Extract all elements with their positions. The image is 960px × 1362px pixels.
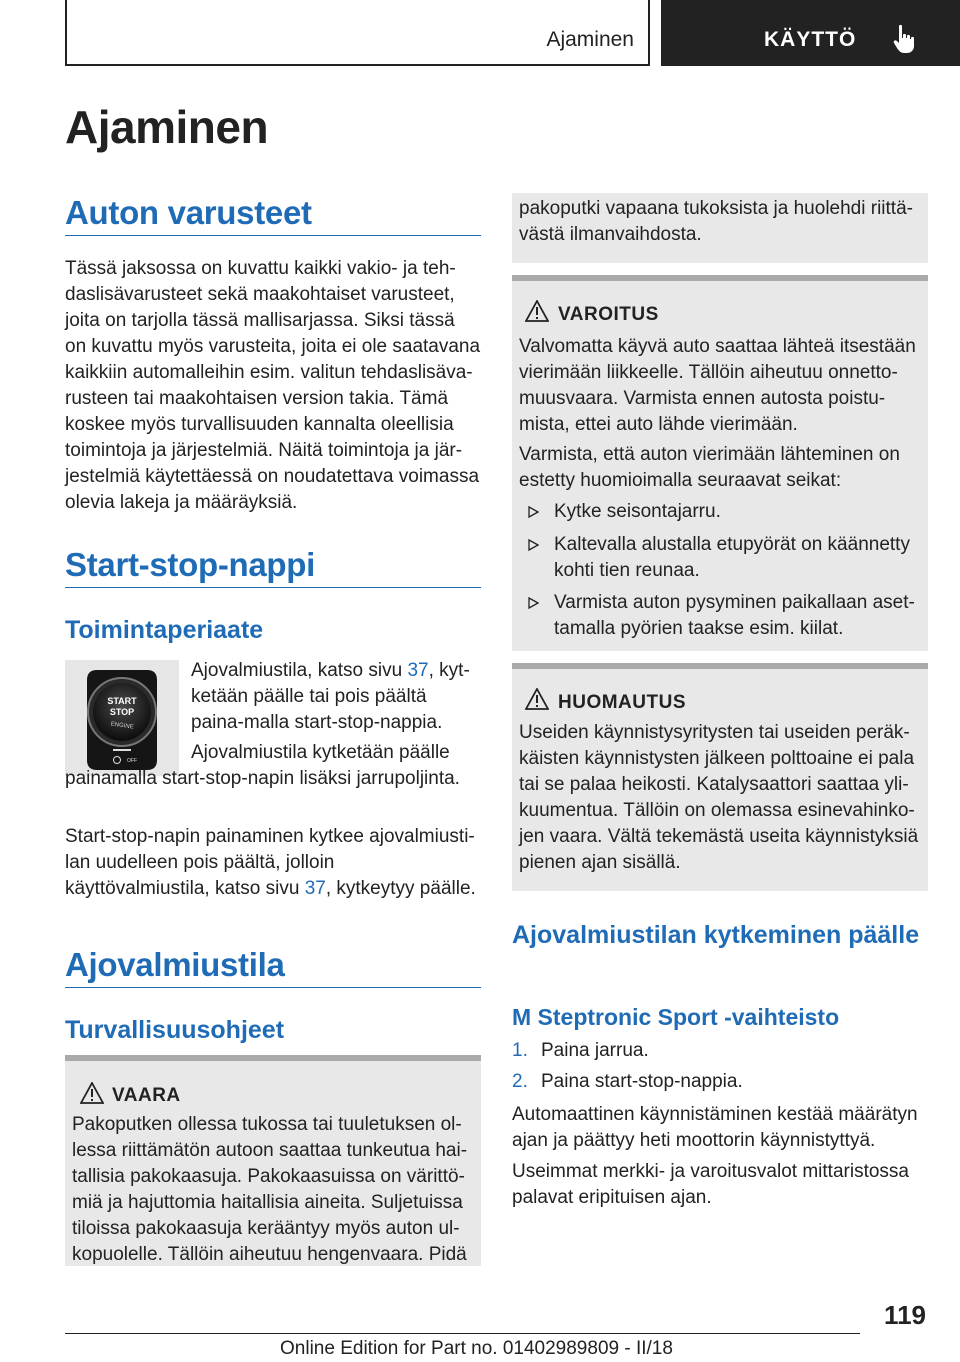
page-link-37[interactable]: 37: [304, 878, 326, 899]
triangle-bullet-icon: [527, 590, 539, 616]
varoitus-heading: VAROITUS: [558, 304, 659, 325]
section-rule: [65, 235, 481, 236]
button-engine-text: ENGINE: [110, 721, 134, 731]
vaara-text-continued: pakoputki vapaana tukoksista ja huolehdi riittä-västä ilmanvaihdosta.: [519, 198, 913, 245]
header-chapter-box: [661, 0, 960, 66]
footer-edition: Online Edition for Part no. 01402989809 - II/18: [280, 1338, 673, 1359]
button-start-text: START: [107, 696, 137, 706]
paragraph-automaattinen: Automaattinen käynnistäminen kestää määrätyn ajan ja päättyy heti moottorin käynnistyttyä.: [512, 1104, 918, 1151]
varoitus-text-2: Varmista, että auton vierimään lähteminen on estetty huomioimalla seuraavat seikat:: [519, 444, 900, 491]
button-off-text: OFF: [127, 758, 137, 764]
paragraph-ajovalmiustila-2: Ajovalmiustila kytketään päälle painamalla start-stop-napin lisäksi jarrupoljinta.: [65, 742, 460, 789]
paragraph-start-stop-napin: Start-stop-napin painaminen kytkee ajovalmiusti-lan uudelleen pois päältä, jolloin käyttövalmiustila, katso sivu 37, kytkeytyy päälle.: [65, 826, 476, 899]
subtitle-toimintaperiaate: Toimintaperiaate: [65, 616, 264, 644]
page-link-37[interactable]: 37: [407, 660, 429, 681]
pointing-hand-icon: [893, 24, 919, 54]
triangle-bullet-icon: [527, 499, 539, 525]
paragraph-merkkivalot: Useimmat merkki- ja varoitusvalot mittaristossa palavat eripituisen ajan.: [512, 1161, 909, 1208]
varoitus-text-1: Valvomatta käyvä auto saattaa lähteä itsestään vierimään liikkeelle. Tällöin aiheutuu onnetto-muusvaara. Varmista ennen autosta poistu-mista, ettei auto lähde vierimään.: [519, 336, 916, 435]
huomautus-text: Useiden käynnistysyritysten tai useiden peräk-käisten käynnistysten jälkeen polttoaine ei pala tai se palaa heikosti. Katalysaattori saattaa yli-kuumentua. Tällöin on olemassa esinevahinko-jen vaara. Vältä tekemästä useita käynnistyksiä pienen ajan sisällä.: [519, 722, 919, 873]
section-rule: [65, 987, 481, 988]
page-number: 119: [884, 1300, 926, 1330]
page-title: Ajaminen: [65, 101, 269, 153]
header-section-label: Ajaminen: [546, 28, 634, 51]
subtitle-turvallisuusohjeet: Turvallisuusohjeet: [65, 1016, 285, 1044]
paragraph-ajovalmiustila-1: Ajovalmiustila, katso sivu 37, kyt-ketään päälle tai pois päältä paina-malla start-stop-nappia.: [191, 660, 470, 733]
section-rule: [65, 587, 481, 588]
vaara-text: Pakoputken ollessa tukossa tai tuuletuksen ol-lessa riittämätön autoon saattaa tunkeutua hai-tallisia pakokaasuja. Pakokaasuissa on värittö-miä ja hajuttomia haitallisia aineita. Suljetuissa tiloissa pakokaasuja kerääntyy myös auton ul-kopuolelle. Tällöin aiheutuu hengenvaara. Pidä: [72, 1114, 468, 1265]
section-title-auton-varusteet: Auton varusteet: [65, 194, 312, 231]
triangle-bullet-icon: [527, 532, 539, 558]
paragraph-auton-varusteet: Tässä jaksossa on kuvattu kaikki vakio- ja teh-daslisävarusteet sekä maakohtaiset varusteet, joita on tarjolla tässä mallisarjassa. Siksi tässä on kuvattu myös varusteita, joita ei ole saatavana kaikkiin automalleihin esim. valitun tehdaslisäva-rusteen tai maakohtaisen version takia. Tämä koskee myös turvallisuuden kannalta oleellisia toimintoja ja järjestelmiä. Näitä toimintoja ja jär-jestelmiä käytettäessä on noudatettava voimassa olevia lakeja ja määräyksiä.: [65, 258, 481, 513]
warning-triangle-icon: [525, 688, 549, 710]
subtitle-m-steptronic: M Steptronic Sport -vaihteisto: [512, 1004, 840, 1030]
huomautus-heading: HUOMAUTUS: [558, 692, 686, 713]
warning-triangle-icon: [80, 1082, 104, 1104]
section-title-start-stop: Start-stop-nappi: [65, 546, 316, 583]
section-title-ajovalmiustila: Ajovalmiustila: [65, 946, 285, 983]
subtitle-ajovalmiustilan-kytkeminen: Ajovalmiustilan kytkeminen päälle: [512, 921, 920, 949]
header-chapter-label: KÄYTTÖ: [764, 28, 857, 51]
vaara-heading: VAARA: [112, 1085, 181, 1106]
warning-triangle-icon: [525, 300, 549, 322]
button-stop-text: STOP: [109, 707, 135, 717]
header-section-box: [65, 0, 650, 66]
footer-rule: [65, 1333, 860, 1334]
